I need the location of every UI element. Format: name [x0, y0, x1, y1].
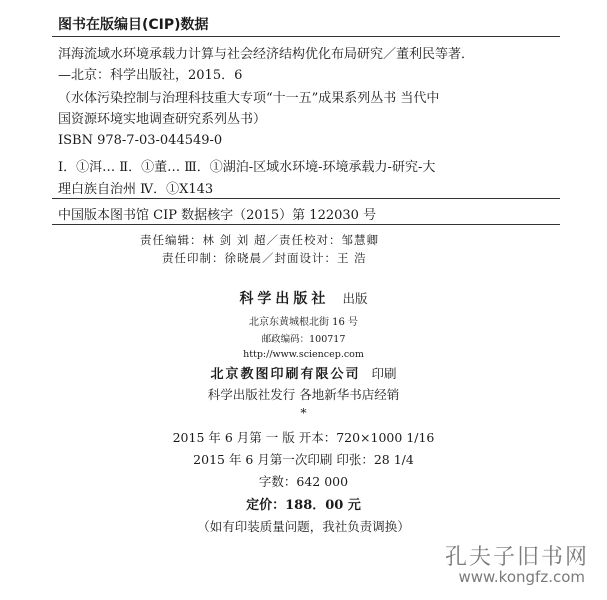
printing-line: 2015 年 6 月第一次印刷 印张：28 1/4: [193, 452, 414, 467]
publisher-postcode: 邮政编码：100717: [261, 334, 346, 345]
printer-suffix: 印刷: [371, 366, 397, 381]
edition-line: 2015 年 6 月第 一 版 开本：720×1000 1/16: [172, 430, 435, 445]
cip-classification-1: Ⅰ．①洱… Ⅱ．①董… Ⅲ．①湖泊-区域水环境-环境承载力-研究-大: [58, 160, 436, 175]
printer-line: [0, 363, 607, 382]
cip-title: 图书在版编目(CIP)数据: [58, 17, 209, 33]
cip-verification: 中国版本图书馆 CIP 数据核字（2015）第 122030 号: [58, 208, 377, 223]
cip-line-4: 国资源环境实地调查研究系列丛书）: [58, 112, 267, 127]
credits-production: 责任印制：徐晓晨／封面设计：王 浩: [162, 251, 367, 265]
distribution-line: 科学出版社发行 各地新华书店经销: [207, 387, 400, 402]
cip-line-2: —北京：科学出版社，2015．6: [58, 68, 243, 83]
price: 定价：188．00 元: [246, 498, 361, 513]
cip-line-1: 洱海流域水环境承载力计算与社会经济结构优化布局研究／董利民等著．: [58, 47, 475, 62]
publisher-address: 北京东黄城根北街 16 号: [248, 317, 359, 328]
credits-editors: 责任编辑：林 剑 刘 超／责任校对：邹慧卿: [140, 233, 379, 247]
cip-isbn: ISBN 978-7-03-044549-0: [58, 133, 223, 148]
divider-mid: [52, 198, 560, 199]
publisher-suffix: 出版: [342, 291, 368, 306]
publisher-website: http://www.sciencep.com: [243, 349, 364, 360]
word-count: 字数：642 000: [258, 474, 349, 489]
printer-name: 北京教图印刷有限公司: [210, 367, 361, 382]
quality-notice: （如有印装质量问题，我社负责调换）: [197, 519, 410, 534]
divider-bottom: [52, 224, 560, 225]
publisher-line: [0, 288, 607, 308]
divider-top: [52, 36, 560, 37]
cip-classification-2: 理白族自治州 Ⅳ．①X143: [58, 182, 214, 197]
separator-star: *: [300, 405, 307, 420]
watermark-url: www.kongfz.com: [458, 568, 585, 586]
publisher-name: 科学出版社: [239, 291, 330, 307]
cip-line-3: （水体污染控制与治理科技重大专项“十一五”成果系列丛书 当代中: [58, 91, 440, 106]
watermark-text: 孔夫子旧书网: [444, 545, 589, 570]
